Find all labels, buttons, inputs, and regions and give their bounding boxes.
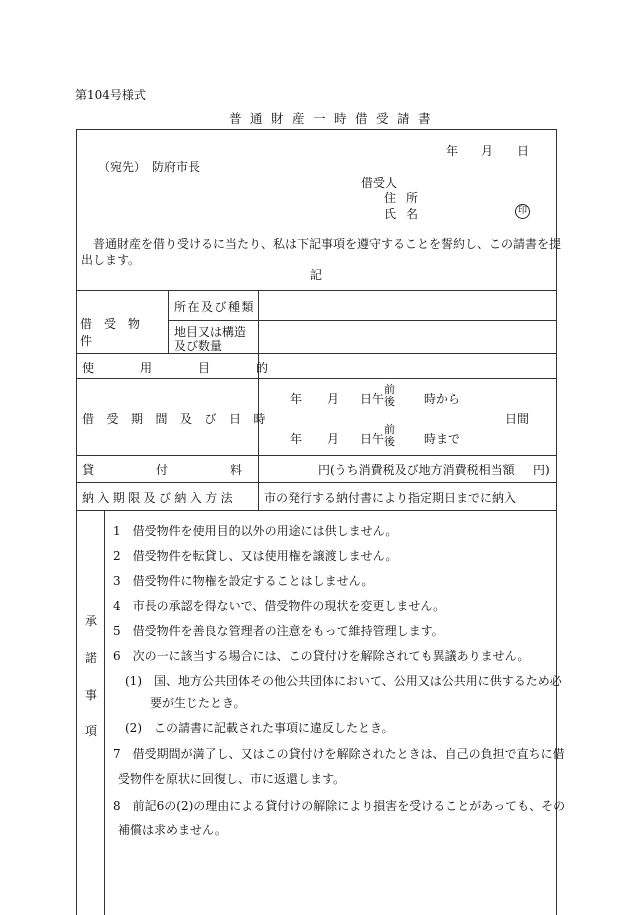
payment-label: 納入期限及び納入方法 xyxy=(82,491,237,505)
form-number: 第104号様式 xyxy=(75,88,146,102)
col-line-1 xyxy=(168,290,169,353)
commit-label-2: 諾 xyxy=(85,651,98,665)
commit-item-7: 7 借受期間が満了し、又はこの貸付けを解除されたときは、自己の負担で直ちに借 xyxy=(113,747,565,761)
seal-mark: 印 xyxy=(515,204,530,219)
row-line-inner xyxy=(168,320,557,321)
location-field[interactable] xyxy=(262,296,552,318)
address-label: 住所 xyxy=(384,191,429,205)
commit-item-8: 8 前記6の(2)の理由による貸付けの解除により損害を受けることがあっても、その xyxy=(113,799,566,813)
row-line-2 xyxy=(76,353,557,354)
fee-label: 貸付料 xyxy=(82,463,305,477)
property-label xyxy=(80,315,162,349)
commit-item-2: 2 借受物件を転貸し、又は使用権を譲渡しません。 xyxy=(113,549,398,563)
top-border xyxy=(76,129,557,130)
commit-item-6-1: (1) 国、地方公共団体その他公共団体において、公用又は公共用に供するため必 xyxy=(125,674,562,688)
period-to-label: 時まで xyxy=(424,432,461,446)
period-from-year: 年 xyxy=(290,392,303,406)
fee-unit: 円) xyxy=(533,463,550,477)
addressee: 防府市長 xyxy=(152,160,201,174)
commit-item-6-1-cont: 要が生じたとき。 xyxy=(150,696,246,710)
row-line-3 xyxy=(76,378,557,379)
date-year: 年 xyxy=(446,144,459,158)
land-label-2: 及び数量 xyxy=(174,339,223,353)
location-label: 所在及び種類 xyxy=(174,300,256,314)
period-to-zen: 前 xyxy=(384,423,395,436)
borrower-label: 借受人 xyxy=(361,176,398,190)
period-from-label: 時から xyxy=(424,392,461,406)
commit-label-4: 項 xyxy=(85,724,98,738)
period-from-day: 日午 xyxy=(360,392,385,406)
fee-text: 円(うち消費税及び地方消費税相当額 xyxy=(318,463,515,477)
row-line-4 xyxy=(76,455,557,456)
commit-item-8-cont: 補償は求めません。 xyxy=(118,823,227,837)
period-to-day: 日午 xyxy=(360,432,385,446)
document-title: 普通財産一時借受請書 xyxy=(229,111,440,126)
purpose-label: 使用目的 xyxy=(82,361,315,375)
period-to-go: 後 xyxy=(384,435,395,448)
commit-item-6: 6 次の一に該当する場合には、この貸付けを解除されても異議ありません。 xyxy=(113,649,530,663)
period-from-zen: 前 xyxy=(384,383,395,396)
period-from-go: 後 xyxy=(384,395,395,408)
row-line-5 xyxy=(76,482,557,483)
land-label-1: 地目又は構造 xyxy=(174,325,247,339)
commit-label-3: 事 xyxy=(85,688,98,702)
commit-item-7-cont: 受物件を原状に回復し、市に返還します。 xyxy=(118,772,346,786)
ki-label: 記 xyxy=(310,268,323,282)
land-field[interactable] xyxy=(262,324,552,350)
pledge-text-line1: 普通財産を借り受けるに当たり、私は下記事項を遵守することを誓約し、この請書を提 xyxy=(93,237,562,251)
col-line-commit xyxy=(104,510,105,915)
addressee-prefix: （宛先） xyxy=(98,160,147,174)
pledge-text-line2: 出します。 xyxy=(81,253,141,267)
payment-text: 市の発行する納付書により指定期日までに納入 xyxy=(264,491,517,505)
period-from-ampm xyxy=(384,384,395,408)
property-label-text: 借受物件 xyxy=(80,317,153,348)
period-days-label: 日間 xyxy=(505,412,530,426)
row-line-1 xyxy=(76,290,557,291)
period-to-month: 月 xyxy=(327,432,340,446)
commit-item-3: 3 借受物件に物権を設定することはしません。 xyxy=(113,574,374,588)
commit-item-4: 4 市長の承認を得ないで、借受物件の現状を変更しません。 xyxy=(113,599,446,613)
period-label: 借受期間及び日時 xyxy=(82,412,279,426)
period-to-year: 年 xyxy=(290,432,303,446)
left-border xyxy=(76,129,77,915)
commit-item-6-2: (2) この請書に記載された事項に違反したとき。 xyxy=(125,721,394,735)
period-to-ampm xyxy=(384,424,395,448)
period-from-month: 月 xyxy=(327,392,340,406)
commit-item-1: 1 借受物件を使用目的以外の用途には供しません。 xyxy=(113,524,398,538)
row-line-6 xyxy=(76,510,557,511)
commit-label-1: 承 xyxy=(85,614,98,628)
date-day: 日 xyxy=(517,144,530,158)
commit-item-5: 5 借受物件を善良な管理者の注意をもって維持管理します。 xyxy=(113,624,444,638)
name-label: 氏名 xyxy=(384,207,429,221)
date-month: 月 xyxy=(481,144,494,158)
purpose-field[interactable] xyxy=(262,358,552,376)
